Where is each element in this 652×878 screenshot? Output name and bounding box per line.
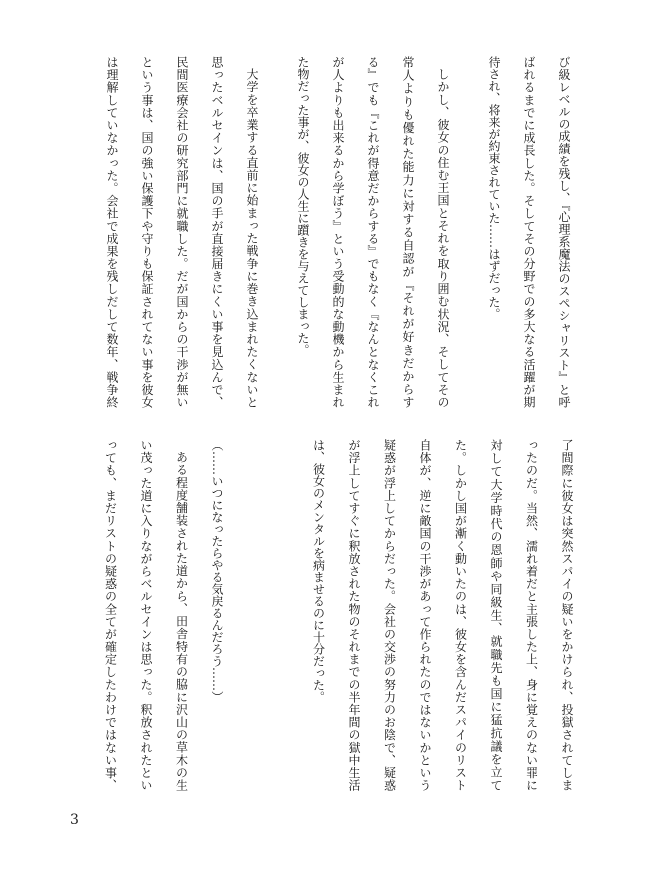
text-column: 常人よりも優れた能力に対する自認が『それが好きだからす [401, 56, 415, 408]
text-column: は理解していなかった。会社で成果を残しだして数年、戦争終 [105, 56, 119, 408]
text-column: 疑惑が浮上してからだった。会社の交渉の努力のお陰で、疑惑 [382, 439, 397, 791]
text-column: び級レベルの成績を残し、『心理系魔法のスペシャリスト』と呼 [557, 56, 571, 408]
text-column: は、彼女のメンタルを病ませるのに十分だった。 [311, 439, 326, 703]
text-column: た物だった事が、彼女の人生に躓きを与えてしまった。 [296, 56, 310, 356]
text-column: が人よりも出来るから学ぼう』という受動的な動機から生まれ [331, 56, 345, 408]
lower-tier [92, 439, 584, 791]
text-column: ばれるまでに成長した。そしてその分野での多大なる活躍が期 [522, 56, 536, 408]
text-column: という事は、国の強い保護下や守りも保証されてない事を彼女 [140, 56, 154, 408]
text-column: ったのだ。当然、濡れ着だと主張した上、身に覚えのない罪に [524, 439, 539, 791]
text-column: しかし、彼女の住む王国とそれを取り囲む状況、そしてその [436, 68, 450, 408]
inner-thought-column: （……いつになったらやる気戻るんだろう……） [210, 439, 224, 703]
text-column: 思ったベルセインは、国の手が直接届きにくい事を見込んで、 [210, 56, 224, 408]
upper-tier [94, 56, 581, 408]
text-column: 待され、将来が約束されていた……はずだった。 [487, 56, 501, 320]
text-column: た。しかし国が漸く動いたのは、彼女を含んだスパイのリスト [453, 439, 468, 791]
text-column: る』でも『これが得意だからする』でもなく『なんとなくこれ [366, 56, 380, 408]
paragraph-break [269, 56, 285, 408]
text-column: っても、まだリストの疑惑の全てが確定したわけではない事、 [103, 439, 118, 791]
text-column: 自体が、逆に敵国の干渉があって作られたのではないかという [418, 439, 432, 791]
paragraph-break [234, 439, 300, 791]
paragraph-break [460, 56, 476, 408]
text-column: 民間医療会社の研究部門に就職した。だが国からの干渉が無い [175, 56, 189, 408]
text-column: 了間際に彼女は突然スパイの疑いをかけられ、投獄されてしま [560, 439, 574, 791]
text-column: 大学を卒業する直前に始まった戦争に巻き込まれたくないと [245, 68, 259, 408]
text-column: ある程度舗装された道から、田舎特有の脇に沢山の草木の生 [174, 451, 189, 791]
text-column: が浮上してすぐに釈放された物のそれまでの半年間の獄中生活 [347, 439, 361, 791]
text-column: 対して大学時代の恩師や同級生、就職先も国に猛抗議を立て [489, 439, 503, 791]
text-column: い茂った道に入りながらベルセインは思った。釈放されたとい [139, 439, 153, 791]
page-number: 3 [70, 812, 79, 828]
